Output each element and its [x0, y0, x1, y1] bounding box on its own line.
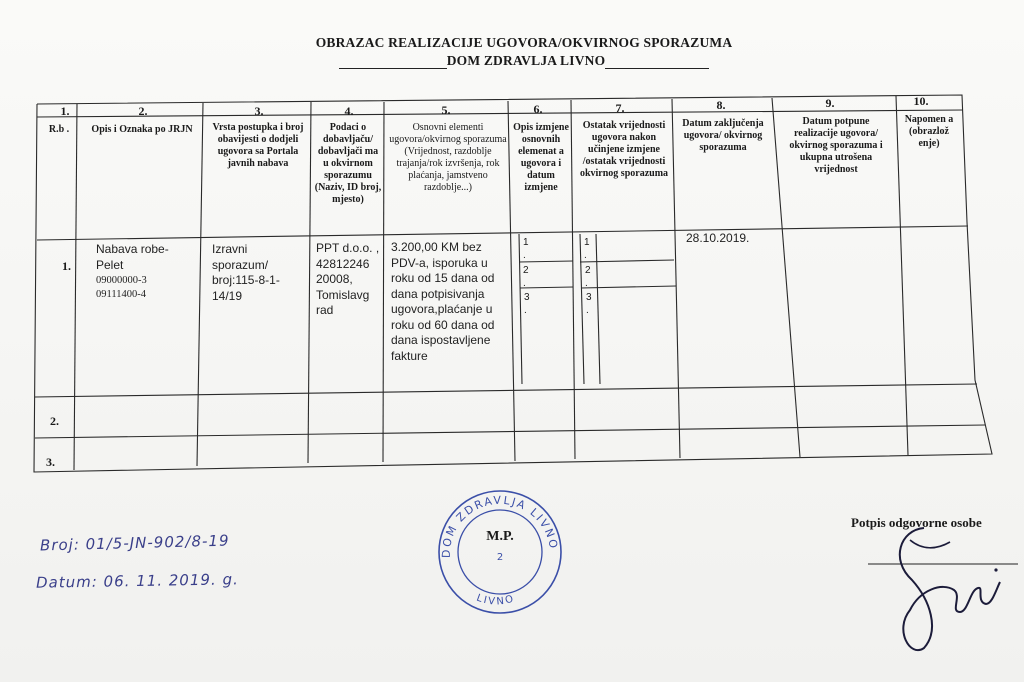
handwritten-datum: Datum: 06. 11. 2019. g.	[35, 570, 239, 592]
svg-text:LIVNO	[475, 593, 517, 608]
col-num-9: 9.	[825, 96, 835, 110]
row-1-datum-zakljucenja: 28.10.2019.	[686, 231, 750, 245]
stamp-number: 2	[496, 552, 504, 563]
col-header-dobavljac: Podaci o dobavljaču/ dobavljači ma u okvirnom sporazumu (Naziv, ID broj, mjesto)	[314, 122, 382, 205]
col-num-4: 4.	[344, 104, 354, 118]
col-num-10: 10.	[913, 94, 929, 108]
row-1-elementi: 3.200,00 KM bez PDV-a, isporuka u roku od 15 dana od dana potpisivanja ugovora,plaćanje u roku od 60 dana od dana ispostavljene fakture	[391, 240, 495, 363]
col-num-5: 5.	[441, 103, 451, 117]
col-num-1: 1.	[60, 104, 70, 118]
stamp-bottom-text: LIVNO	[474, 592, 517, 608]
official-stamp	[436, 488, 564, 616]
stamp-ring-text: DOM ZDRAVLJA LIVNO	[439, 493, 561, 559]
row-1-postupak: Izravni sporazum/ broj:115-8-1-14/19	[212, 242, 280, 303]
row-3-number: 3.	[46, 455, 55, 469]
col-num-2: 2.	[138, 104, 148, 118]
col-header-postupak: Vrsta postupka i broj obavijesti o dodjeli ugovora sa Portala javnih nabava	[212, 122, 304, 169]
row-1-dobavljac: PPT d.o.o. , 42812246 20008, Tomislavg rad	[316, 241, 380, 317]
row-1-cpv-code-1: 09000000-3	[96, 275, 147, 286]
institution-name: DOM ZDRAVLJA LIVNO	[446, 53, 606, 68]
row-2-number: 2.	[50, 414, 59, 428]
col-header-rb: R.b .	[48, 124, 70, 135]
col-num-6: 6.	[533, 102, 543, 116]
col-header-elementi: Osnovni elementi ugovora/okvirnog sporazuma (Vrijednost, razdoblje trajanja/rok izvršenja, rok plaćanja, jamstveno razdoblje...)	[389, 122, 507, 193]
row-1-ostatak-1: 1 .	[584, 237, 590, 261]
col-header-izmjena: Opis izmjene osnovnih elemenat a ugovora i datum izmjene	[513, 122, 569, 193]
row-1-izmjena-1: 1 .	[523, 237, 529, 261]
signature-label: Potpis odgovorne osobe	[851, 515, 982, 530]
col-header-napomena: Napomen a (obrazlož enje)	[904, 114, 954, 149]
row-1-opis: Nabava robe-Pelet	[96, 242, 169, 272]
col-header-opis: Opis i Oznaka po JRJN	[91, 124, 193, 135]
row-1-number: 1.	[62, 259, 71, 273]
col-header-datum: Datum zaključenja ugovora/ okvirnog sporazuma	[682, 118, 764, 153]
col-num-7: 7.	[615, 101, 625, 115]
row-1-ostatak-2: 2 .	[585, 265, 591, 289]
handwritten-broj: Broj: 01/5-JN-902/8-19	[39, 531, 230, 555]
row-1-izmjena-2: 2 .	[523, 265, 529, 289]
row-1-cpv-code-2: 09111400-4	[96, 289, 146, 300]
col-header-ostatak: Ostatak vrijednosti ugovora nakon učinjene izmjene /ostatak vrijednosti okvirnog sporazuma	[579, 120, 669, 179]
row-1-ostatak-3: 3 .	[586, 292, 592, 316]
stamp-mp-label: M.P.	[486, 529, 514, 544]
document-title: OBRAZAC REALIZACIJE UGOVORA/OKVIRNOG SPORAZUMA	[315, 35, 733, 50]
col-num-3: 3.	[254, 104, 264, 118]
col-num-8: 8.	[716, 98, 726, 112]
row-1-izmjena-3: 3 .	[524, 292, 530, 316]
col-header-realizacija: Datum potpune realizacije ugovora/ okvirnog sporazuma i ukupna utrošena vrijednost	[789, 116, 883, 175]
handwritten-signature	[850, 520, 1020, 660]
